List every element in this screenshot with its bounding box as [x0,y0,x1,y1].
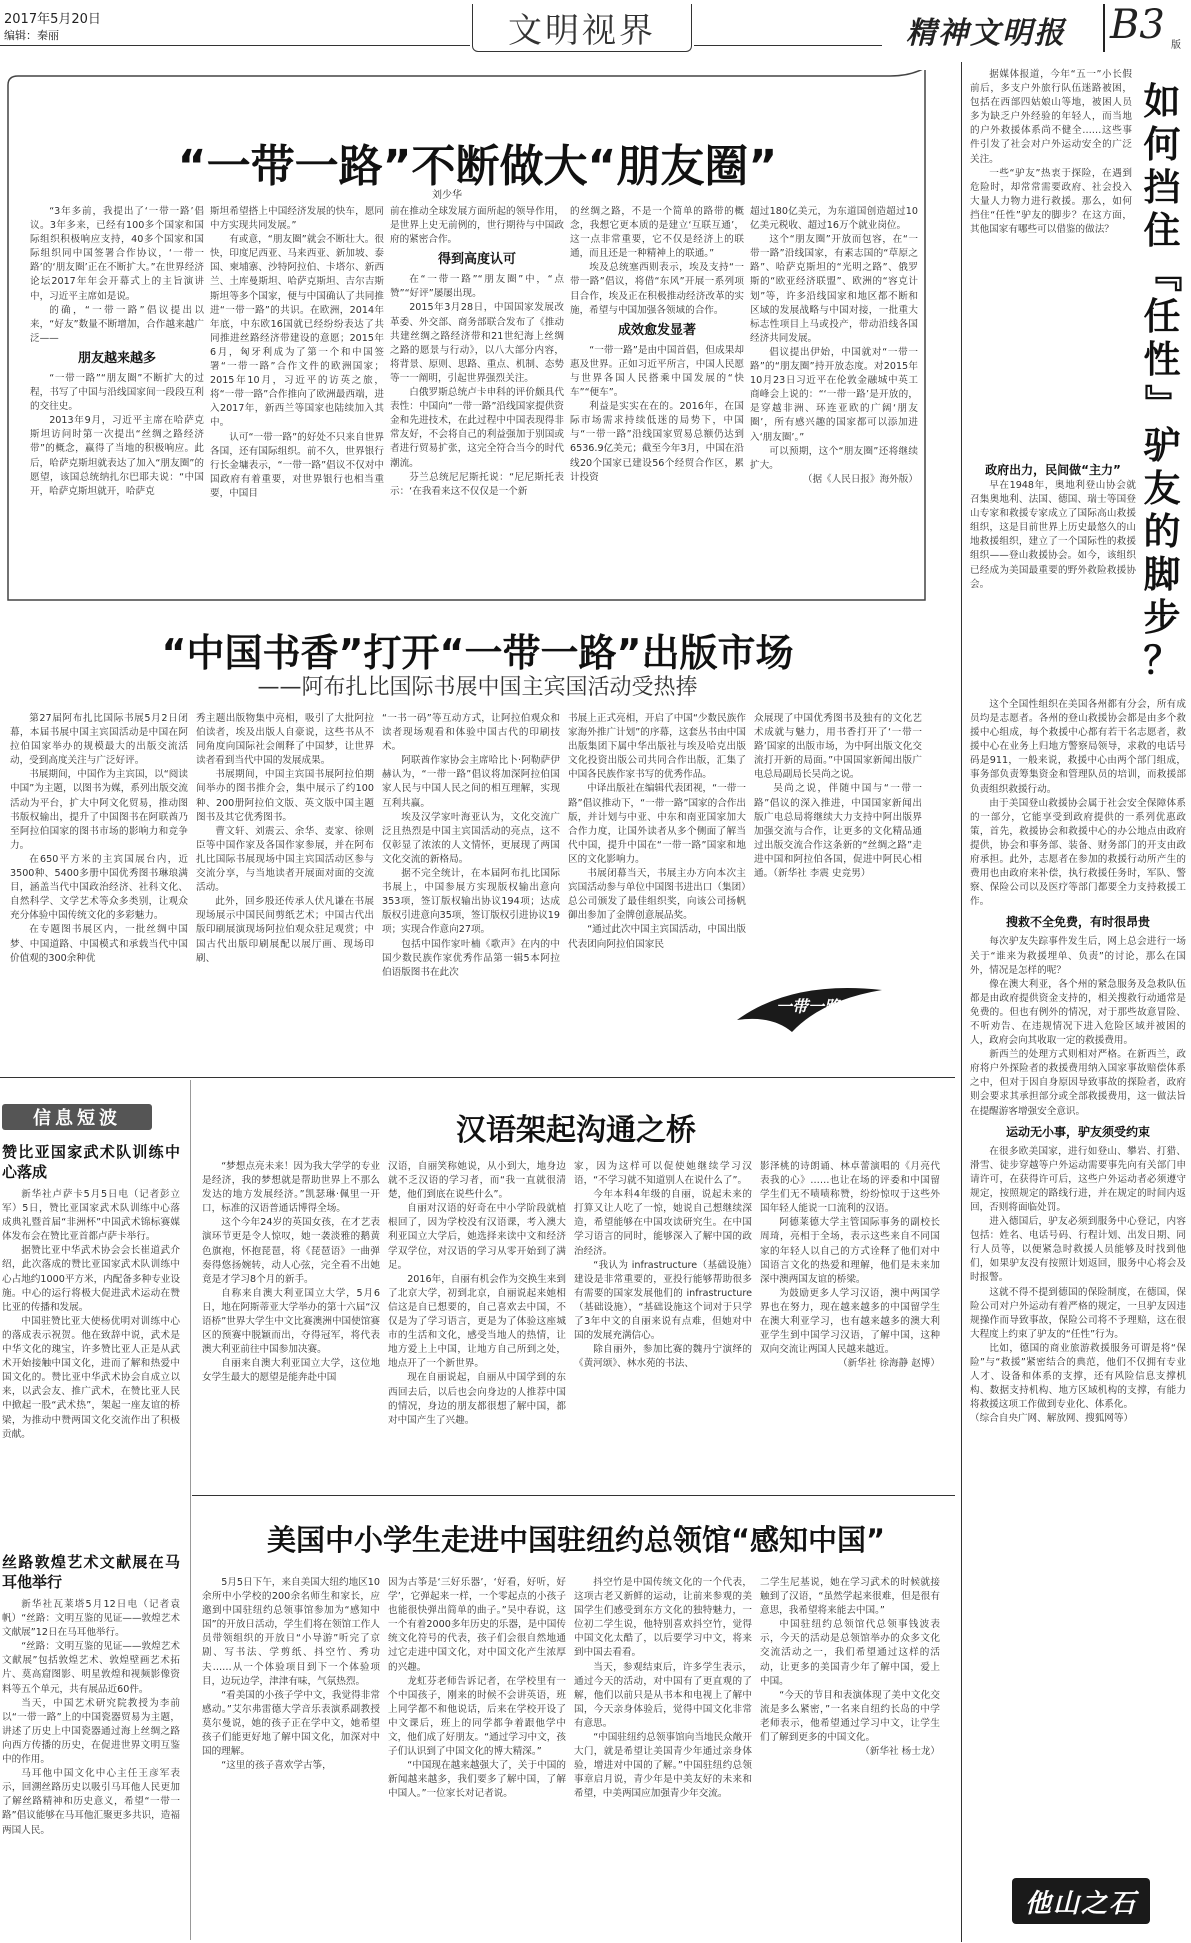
sidebar-title [1136,80,1188,682]
paragraph: 这就不得不提到德国的保险制度，在德国，保险公司对户外运动有着严格的规定，一旦驴友因违规操作而导致事故，保险公司将不予理赔，这在很大程度上约束了驴友的“任性”行为。 [970,1286,1186,1340]
paragraph: 汉语，自丽笑称她说，从小到大，地身边就不乏汉语的学习者，而“我一直就很清楚，他们到底在说些什么”。 [388,1161,566,1201]
title-char: 何 [1143,123,1181,166]
paragraph: “一带一路”“朋友圈”不断扩大的过程，书写了中国与沿线国家间一段段互利的交往史。 [30,372,204,413]
article4-col4 [760,1576,940,1931]
news-brief-item2 [2,1552,180,1942]
article4-col3 [574,1576,752,1931]
paragraph: 为鼓励更多人学习汉语，澳中两国学界也在努力，现在越来越多的中国留学生在澳大利亚学习，也有越来越多的澳大利亚学生到中国学习汉语，了解中国，这种双向交流让两国人民越来越近。 [760,1287,940,1356]
article3-col1 [202,1160,380,1490]
title-char: 脚 [1143,553,1181,596]
subheading: 朋友越来越多 [77,350,156,366]
paragraph: 中国驻纽约总领馆代总领事钱波表示，今天的活动是总领馆举办的众多文化交流活动之一，我们希望通过这样的活动，让更多的美国青少年了解中国，爱上中国。 [760,1619,940,1687]
paragraph: 2013年9月，习近平主席在哈萨克斯坦访问时第一次提出“丝绸之路经济带”的概念，赢得了当地的积极响应。此后，哈萨克斯坦就表达了加入“朋友圈”的愿望，该国总统纳扎尔巴耶夫说：“中国开，哈萨克斯坦就开，哈萨克 [30,415,204,497]
section-banner [472,4,692,52]
paragraph: 抖空竹是中国传统文化的一个代表，这项古老又新鲜的运动，让前来参观的美国学生们感受到东方文化的独特魅力，一位初二学生说，他特别喜欢抖空竹，觉得中国文化太酷了，以后要学习中文，将来到中国去看看。 [574,1577,752,1659]
paragraph: 现在自丽说起，自丽从中国学到的东西回去后，以后也会向身边的人推荐中国的情况，身边的朋友都很想了解中国，都对中国产生了兴趣。 [388,1372,566,1426]
paragraph: 埃及汉学家叶海亚认为，文化交流广泛且热烈是中国主宾国活动的亮点，这不仅彰显了浓浓的人文情怀，更展现了两国文化交流的新格局。 [382,811,560,865]
paragraph: 在很多欧美国家，进行如登山、攀岩、打猎、滑雪、徒步穿越等户外运动需要事先向有关部门申请许可，在获得许可后，这些户外运动者必须遵守规定，按照规定的路线行进，并在规定的时间内返回，否则将面临处罚。 [970,1145,1186,1213]
paragraph: 前在推动全球发展方面所起的领导作用，是世界上史无前例的，世行期待与中国政府的紧密合作。 [390,206,564,246]
title-char: 性 [1143,338,1181,381]
title-char: 驴 [1143,424,1181,467]
paragraph: “中国驻纽约总领事馆向当地民众敞开大门，就是希望让美国青少年通过亲身体验，增进对中国的了解。”中国驻纽约总领事章启月说，青少年是中美友好的未来和希望，中美两国应加强青少年交流。 [574,1732,752,1800]
paragraph: 吴尚之说，伴随中国与“一带一路”倡议的深入推进，中国国家新闻出版广电总局将继续大力支持中阿出版界加强交流与合作，让更多的文化精品通过出版交流合作这条新的“丝绸之路”走进中国和阿拉伯各国，促进中阿民心相通。（新华社 李震 史竞男） [754,783,922,880]
paragraph: 每次驴友失踪事件发生后，网上总会进行一场关于“谁来为救援埋单、负责”的讨论，那么在国外，情况是怎样的呢？ [970,936,1186,976]
title-char: 住 [1143,209,1181,252]
paragraph: “一书一码”等互动方式，让阿拉伯观众和读者现场观看和体验中国古代的印刷技术。 [382,713,560,753]
paragraph: 在“一带一路”“朋友圈”中，“点赞”“好评”屡屡出现。 [390,274,564,300]
article1-col3 [390,205,564,600]
title-char: 挡 [1143,166,1181,209]
paragraph: 自称来自澳大利亚国立大学，5月6日，地在阿斯蒂亚大学举办的第十六届“汉语桥”世界大学生中文比赛澳洲中国使馆赛区的预赛中脱颖而出，夺得冠军，将代表澳大利亚前往中国参加决赛。 [202,1287,380,1356]
article4-title: 美国中小学生走进中国驻纽约总领馆“感知中国” [266,1523,886,1557]
subheading: 政府出力，民间做“主力” [985,463,1121,477]
paragraph: 可以预期，这个“朋友圈”还将继续扩大。 [750,445,918,471]
editor-credit: 编辑：秦丽 [4,29,59,42]
paragraph: “丝路：文明互鉴的见证——敦煌艺术文献展”包括敦煌艺术、敦煌壁画艺术拓片、莫高窟图影、明星敦煌和视频影像资料等五个单元，共有展品近60件。 [2,1641,180,1695]
page-suffix: 版 [1171,40,1181,51]
sidebar-intro [970,68,1132,458]
article2-subtitle: ——阿布扎比国际书展中国主宾国活动受热捧 [257,675,698,700]
paragraph: 当天，参观结束后，许多学生表示，通过今天的活动，对中国有了更直观的了解，他们以前只是从书本和电视上了解中国，今天亲身体验后，觉得中国文化非常有意思。 [574,1661,752,1729]
article3-col3 [574,1160,752,1490]
paragraph: 除自丽外，参加比赛的魏丹宁演绎的《黄河颂》、林水苑的书法、 [574,1344,752,1370]
paragraph: 曹文轩、刘震云、余华、麦家、徐则臣等中国作家及各国作家参展，并在阿布扎比国际书展现场中国主宾国活动区参与交流分享，与当地读者开展面对面的交流活动。 [196,825,374,894]
article4-col2 [388,1576,566,1931]
paragraph: 利益是实实在在的。2016年，在国际市场需求持续低迷的局势下，中国与“一带一路”沿线国家贸易总额仍达到6536.9亿美元；截至今年3月，中国在沿线20个国家已建设56个经贸合作区，累计投资 [570,401,744,483]
sidebar-logo [1012,1878,1150,1924]
paragraph: 倡议提出伊始，中国就对“一带一路”的“朋友圈”持开放态度。对2015年10月23日习近平在伦敦金融城中英工商峰会上说的：“‘一带一路’是开放的，是穿越非洲、环连亚欧的广阔‘朋友圈’，所有感兴趣的国家都可以添加进入‘朋友圈’。” [750,346,918,443]
logo-text: 一带一路 [776,997,841,1016]
section-title: 文明视界 [508,11,656,51]
paragraph: 2015年3月28日，中国国家发展改革委、外交部、商务部联合发布了《推动共建丝绸之路经济带和21世纪海上丝绸之路的愿景与行动》，以八大部分内容，将背景、原则、思路、重点、机制、态势等一一阐明，引起世界强烈关注。 [390,302,564,384]
brief-title: 丝路敦煌艺术文献展在马耳他举行 [2,1553,180,1591]
article2-col3 [382,712,560,992]
paragraph: 当天，中国艺术研究院教授为李前以“一带一路”上的中国瓷器贸易为主题，讲述了历史上中国瓷器通过海上丝绸之路向西方传播的历史，在促进世界文明互鉴中的作用。 [2,1697,180,1766]
article3-title: 汉语架起沟通之桥 [456,1113,696,1148]
article1-title: “一带一路”不断做大“朋友圈” [177,141,778,192]
paper-name: 精神文明报 [906,16,1066,51]
sidebar-body [970,462,1136,692]
paragraph: 早在1948年，奥地利登山协会就召集奥地利、法国、德国、瑞士等国登山专家和救援专家成立了国际高山救援组织，这是目前世界上历史最悠久的山地救援组织，建立了一个国际性的救援组织——登山救援协会。如今，该组织已经成为美国最重要的野外救险救援协会。 [970,480,1136,590]
article-chinese-bridge [196,1085,956,1495]
article2-col1 [10,712,188,992]
paragraph: “梦想点亮未来！因为我大学学的专业是经济，我的梦想就是帮助世界上不那么发达的地方发展经济。”凯瑟琳·佩里一开口，标准的汉语普通话博得全场。 [202,1161,380,1215]
title-char: 『 [1140,255,1184,292]
paragraph: 众展现了中国优秀图书及独有的文化艺术成就与魅力，用书香打开了‘一带一路’国家的出版市场，为中阿出版文化交流打开新的局面。”中国国家新闻出版广电总局副局长吴尚之说。 [754,713,922,781]
subheading: 成效愈发显著 [617,322,696,338]
paragraph: 书展闭幕当天，书展主办方向本次主宾国活动参与单位中国图书进出口（集团）总公司颁发了最佳组织奖，向该公司扬帆御出参加了金牌创意展品奖。 [568,868,746,922]
paragraph: 据媒体报道，今年“五一”小长假前后，多支户外旅行队伍迷路被困，包括在西部四姑娘山等地，被困人员多为缺乏户外经验的年轻人，而当地的户外救援体系尚不健全……这些事件引发了社会对户外运动安全的广泛关注。 [970,69,1132,165]
article1-col1 [30,205,204,600]
sidebar-body-wide [970,698,1186,1868]
paragraph: 像在澳大利亚，各个州的紧急服务及急救队伍都是由政府提供资金支持的，相关搜救行动通常是免费的。但也有例外的情况，对于那些故意冒险、不听劝告、在违规情况下进入危险区域并被困的人，政府会向其收取一定的救援费用。 [970,978,1186,1047]
article-book-fair [0,610,955,978]
paragraph: 有或意，“朋友圈”就会不断壮大。很快，印度尼西亚、马来西亚、新加坡、泰国、柬埔寨、沙特阿拉伯、卡塔尔、新西兰、土库曼斯坦、哈萨克斯坦、吉尔吉斯斯坦等多个国家，便与中国确认了共同推进“一带一路”的共识。在欧洲，2014年年底，中东欧16国就已经纷纷表达了共同推进丝路经济带建设的意愿；2015年6月，匈牙利成为了第一个和中国签署“一带一路”合作文件的欧洲国家；2015年10月，习近平的访英之旅，将“一带一路”合作推向了欧洲最西端，进入2017年，新西兰等国家也陆续加入其中。 [210,234,384,429]
paragraph: 比如，德国的商业旅游救援服务可谓是将“保险”与“救援”紧密结合的典范，他们不仅拥有专业人才、设备和体系的支撑，还有风险信息支撑机构、数据支持机构、地方区域机构的支撑，有能力将救援这项工作做到专业化、体系化。 [970,1342,1186,1411]
paragraph: 这个全国性组织在美国各州都有分会，所有成员均是志愿者。各州的登山救援协会都是由多个救援中心组成，每个救援中心都有若干名志愿者，救援中心在业务上归地方警察局领导，求救的电话号码是911，一般来说，救援中心由两个部门组成，事务部负责筹集资金和管理队员的培训，而救援部负责组织救援行动。 [970,699,1186,795]
title-char: 友 [1143,467,1181,510]
sidebar-logo-text: 他山之石 [1024,1888,1137,1919]
paragraph: “看美国的小孩子学中文，我觉得非常感动。”艾尔弗雷德大学音乐表演系副教授莫尔曼说，她的孩子正在学中文，她希望孩子们能更好地了解中国文化，加深对中国的理解。 [202,1689,380,1758]
paragraph: 超过180亿美元，为东道国创造超过10亿美元税收、超过16万个就业岗位。 [750,206,918,232]
paragraph: 据不完全统计，在本届阿布扎比国际书展上，中国参展方实现版权输出意向353项，签订版权输出协议194项；达成版权引进意向35项，签订版权引进协议19项；实现合作意向27项。 [382,868,560,936]
paragraph: 因为古筝是‘三好乐器’，‘好看，好听，好学’，它弹起来一样，一个零起点的小孩子也能很快弹出简单的曲子。”吴中春说，这一个有着2000多年历史的乐器，是中国传统文化符号的代表，孩子们会很自然地通过它走进中国文化，对中国文化产生浓厚的兴趣。 [388,1577,566,1673]
paragraph: 这个今年24岁的英国女孩，在才艺表演环节更是令人惊叹，她一袭淡雅的鹅黄色旗袍，怀抱琵琶，将《琵琶语》一曲弹奏得悠扬婉转，动人心弦，完全看不出她竟是才学习8个月的新手。 [202,1217,380,1285]
paragraph: “中国现在越来越强大了，关于中国的新闻越来越多，我们要多了解中国，了解中国人。”一位家长对记者说。 [388,1760,566,1800]
article-us-students [196,1498,956,1938]
paragraph: 新西兰的处理方式则相对严格。在新西兰，政府将户外探险者的救援费用纳入国家事故赔偿体系之中，但对于因自身原因导致事故的探险者，政府则会要求其承担部分或全部救援费用，这一做法旨在提醒游客增强安全意识。 [970,1049,1186,1117]
paragraph: 白俄罗斯总统卢卡申科的评价颇具代表性：中国向“一带一路”沿线国家提供资金和先进技术，在此过程中中国表现得非常友好，不会将自己的利益强加于别国或者进行贸易扩张，这完全符合当今的时代潮流。 [390,387,564,469]
paragraph: 第27届阿布扎比国际书展5月2日闭幕，本届书展中国主宾国活动是中国在阿拉伯国家举办的规模最大的出版交流活动，受到高度关注与广泛好评。 [10,713,188,767]
brief-title: 赞比亚国家武术队训练中心落成 [2,1143,180,1181]
source-note: （综合自央广网、解放网、搜狐网等） [970,1413,1134,1425]
paragraph: 书展期间，中国主宾国书展阿拉伯期间举办的图书推介会，集中展示了约100种、200册阿拉伯文版、英文版中国主题图书及其它优秀图书。 [196,769,374,823]
paragraph: 家，因为这样可以促使她继续学习汉语，“不学习就不知道别人在说什么了”。 [574,1161,752,1187]
article1-col4 [570,205,744,600]
paragraph: 书展上正式亮相，开启了中国“少数民族作家海外推广计划”的序幕，这套丛书由中国出版集团下属中华出版社与埃及哈克出版文化投资出版公司共同合作出版，汇集了中国各民族作家书写的优秀作品。 [568,713,746,781]
news-brief-header-text: 信息短波 [33,1108,121,1129]
paragraph: 在专题图书展区内，一批丝绸中国梦、中国道路、中国模式和承载当代中国价值观的300余种优 [10,924,188,964]
news-brief-item1 [2,1142,180,1542]
paragraph: “通过此次中国主宾国活动，中国出版代表团向阿拉伯国家民 [568,924,746,950]
paragraph: 据赞比亚中华武术协会会长崔道武介绍，此次落成的赞比亚国家武术队训练中心占地约1000平方米，内配备多种专业设施。中心的运行将极大促进武术运动在赞比亚的传播和发展。 [2,1245,180,1313]
paragraph: 一些“驴友”热衷于探险，在遇到危险时，却常常需要政府、社会投入大量人力物力进行救援。那么，如何挡住“任性”驴友的脚步？在这方面，其他国家有哪些可以借鉴的做法？ [970,167,1132,236]
news-brief [0,1082,190,1942]
source-note: （新华社 徐海静 赵博） [837,1358,940,1370]
article3-col4 [760,1160,940,1490]
source-note: （新华社 杨士龙） [860,1746,940,1758]
sidebar-overseas [964,62,1191,1942]
article1-col5 [750,205,918,600]
paragraph: 中国驻赞比亚大使杨优明对训练中心的落成表示祝贺。他在致辞中说，武术是中华文化的瑰宝，许多赞比亚人正是从武术开始接触中国文化，进而了解和热爱中国文化的。赞比亚中华武术协会自成立以来，以武会友、推广武术，在赞比亚人民中掀起一股“武术热”，架起一座友谊的桥梁，为推动中赞两国文化交流作出了积极贡献。 [2,1315,180,1440]
paragraph: 自丽来自澳大利亚国立大学，这位地女学生最大的愿望是能奔赴中国 [202,1358,380,1384]
paragraph: 此外，回乡殷还传承人伏凡谦在书展现场展示中国民间剪纸艺术；中国古代出版印刷展演现场阿拉伯观众驻足观赏；中国古代出版印刷展配以展厅画、现场印刷、 [196,896,374,964]
paragraph: 中译出版社在编辑代表团视，“一带一路”倡议推动下，“一带一路”国家的合作出版，并计划与中亚、中东和南亚国家加大合作力度，让国外读者从多个侧面了解当代中国，提升中国在“一带一路”国家和地区的文化影响力。 [568,783,746,865]
paragraph: 2016年，自丽有机会作为交换生来到了北京大学，初到北京，自丽说起来她相信这是自已想要的，自己喜欢去中国，不仅是为了学习语言，更是为了体验这座城市的生活和文化，感受当地人的热情，让地方爱上上中国，让地方自己所到之处，地点开了一个新世界。 [388,1273,566,1370]
article3-col2 [388,1160,566,1490]
title-char: 任 [1143,295,1181,338]
news-brief-header [2,1104,152,1130]
paragraph: 的丝绸之路，不是一个简单的路带的概念，我想它更本质的是建立‘互联互通’，这一点非常重要，它不仅是经济上的联通，而且还是一种精神上的联通。” [570,206,744,260]
article2-col5 [754,712,922,992]
article2-title: “中国书香”打开“一带一路”出版市场 [161,631,794,675]
paragraph: 的确，“一带一路”倡议提出以来，“好友”数量不断增加，合作越来越广泛—— [30,304,204,344]
article4-col1 [202,1576,380,1931]
subheading: 得到高度认可 [437,252,516,268]
paragraph: 5月5日下午，来自美国大纽约地区10余所中小学校的200余名师生和家长，应邀到中国驻纽约总领事馆参加为“感知中国”的开放日活动，学生们将在领馆工作人员带领组织的开放日“小导游”听完了京剧、写书法、学剪纸、抖空竹、秀功夫……从一个体验项目到下一个体验项目，边玩边学，津津有味，气氛热烈。 [202,1577,380,1687]
subheading: 运动无小事，驴友须受约束 [1005,1124,1150,1139]
article-friends-circle [0,70,955,610]
title-char: 』 [1140,384,1184,421]
paragraph: “这里的孩子喜欢学古筝， [221,1760,332,1772]
paragraph: 阿德莱德大学主管国际事务的副校长周琦，亮相于全场，表示这些来自不同国家的年轻人以自己的方式诠释了他们对中国语言文化的热爱和理解，他们是未来加深中澳两国友谊的桥梁。 [760,1217,940,1285]
paragraph: 新华社瓦莱塔5月12日电（记者袁帆）“丝路：文明互鉴的见证——敦煌艺术文献展”12日在马耳他举行。 [2,1599,180,1639]
article2-col2 [196,712,374,992]
title-char: 的 [1143,510,1181,553]
issue-date: 2017年5月20日 [4,12,101,27]
paragraph: 自丽对汉语的好奇在中小学阶段就植根回了，因为学校没有汉语课，考入澳大利亚国立大学后，她选择来读中文和经济学双学位，对汉语的学习从零开始到了满足。 [388,1203,566,1271]
paragraph: 影泽桃的诗朗诵、林卓蕾演唱的《月亮代表我的心》……也让在场的评委和中国留学生们无不啧啧称赞，纷纷惊叹于这些外国年轻人能说一口流利的汉语。 [760,1161,940,1215]
paragraph: 认可“一带一路”的好处不只来自世界各国，还有国际组织。前不久，世界银行行长金墉表示，“一带一路”倡议不仅对中国政府有着重要，对世界银行也相当重要，中国目 [210,431,384,499]
paragraph: “一带一路”是由中国首倡，但成果却惠及世界。正如习近平所言，中国人民愿与世界各国人民搭乘中国发展的“快车”“便车”。 [570,344,744,399]
paragraph: “今天的节目和表演体现了美中文化交流是多么紧密，”一名来自纽约长岛的中学老师表示，他希望通过学习中文，让学生们了解到更多的中国文化。 [760,1689,940,1744]
article1-col2 [210,205,384,600]
paragraph: 马耳他中国文化中心主任王彦军表示，回溯丝路历史以吸引马耳他人民更加了解丝路精神和历史意义，希望“一带一路”倡议能够在马耳他汇聚更多共识，造福两国人民。 [2,1768,180,1836]
masthead [0,0,1191,70]
subheading: 搜救不全免费，有时很昂贵 [1005,915,1150,930]
title-char: 如 [1143,80,1181,123]
paragraph: “我认为 infrastructure（基础设施）建设是非常重要的，亚投行能够帮助很多有需要的国家发展他们的 infrastructure（基础设施），“基础设施这个词对于只学了3年中文的自丽来说有点难，但她对中国的发展充满信心。 [574,1259,752,1342]
title-char: ？ [1143,639,1181,682]
paragraph: 阿联酋作家协会主席哈比卜·阿勒萨伊赫认为，“一带一路”倡议将加深阿拉伯国家人民与中国人民之间的相互理解，实现互利共赢。 [382,755,560,809]
belt-road-logo [732,970,892,1040]
paragraph: 这个“朋友圈”开放而包容，在“一带一路”沿线国家，有素志国的“草原之路”、哈萨克斯坦的“光明之路”、俄罗斯的“欧亚经济联盟”、欧洲的“容克计划”等，许多沿线国家和地区都不断和区域的发展战略与中国对接，一批重大标志性项目上马或投产，带动沿线各国经济共同发展。 [750,234,918,344]
source-note: （据《人民日报》海外版） [802,473,918,485]
paragraph: 芬兰总统尼尼斯托说：“尼尼斯托表示：‘在我看来这不仅仅是一个新 [390,471,564,497]
paragraph: 二学生尼基说，她在学习武术的时候就接触到了汉语，“虽然学起来很难，但是很有意思，我希望将来能去中国。” [760,1577,940,1617]
paragraph: 斯坦希望搭上中国经济发展的快车，愿同中方实现共同发展。” [210,206,384,232]
paragraph: 书展期间，中国作为主宾国，以“阅读中国”为主题，以图书为媒，系列出版交流活动为平台，扩大中阿文化贸易，推动图书版权输出，提升了中国图书在阿联酋乃至阿拉伯国家的图书市场的影响力和竞争力。 [10,769,188,851]
paragraph: “3年多前，我提出了‘一带一路’倡议。3年多来，已经有100多个国家和国际组织积极响应支持，40多个国家和国际组织同中国签署合作协议，‘一带一路’的‘朋友圈’正在不断扩大。”在世界经济论坛2017年年会开幕式上的主旨演讲中，习近平主席如是说。 [30,206,204,302]
paragraph: 在650平方米的主宾国展台内，近3500种、5400多册中国优秀图书琳琅满目，涵盖当代中国政治经济、社科文化、自然科学、文学艺术等众多类别，让观众充分体验中国传统文化的多彩魅力。 [10,853,188,922]
paragraph: 今年本科4年级的自丽，说起未来的打算又让人吃了一惊，她说自己想继续深造，希望能够在中国攻读研究生。在中国学习语言的同时，能够深入了解中国的政治经济。 [574,1189,752,1257]
paragraph: 进入德国后，驴友必须到服务中心登记，内容包括：姓名、电话号码、行程计划、出发日期、同行人员等，以便紧急时救援人员能够及时找到他们，如果驴友没有按照计划返回，服务中心将会及时报警。 [970,1216,1186,1284]
paragraph: 埃及总统塞西则表示，埃及支持“一带一路”倡议，将借“东风”开展一系列项目合作，埃及正在积极推动经济改革的实施，希望与中国加强各领域的合作。 [570,262,744,316]
page-number: B3 [1110,2,1165,48]
article2-col4 [568,712,746,992]
paragraph: 秀主题出版物集中亮相，吸引了大批阿拉伯读者，埃及出版人自豪说，这些书从不同角度向国际社会阐释了中国梦，让世界读者看到当代中国的发展成果。 [196,713,374,767]
title-char: 步 [1143,596,1181,639]
paragraph: 新华社卢萨卡5月5日电（记者彭立军）5日，赞比亚国家武术队训练中心落成典礼暨首届“非洲杯”中国武术锦标赛媒体发布会在赞比亚首都卢萨卡举行。 [2,1189,180,1243]
paragraph: 由于美国登山救援协会属于社会安全保障体系的一部分，它能享受到政府提供的一系列优惠政策，首先，救援协会和救援中心的办公地点由政府提供，协会和事务部、装备、财务部门的开支由政府承担。此外，志愿者在参加的救援行动所产生的费用也由政府来补偿，执行救援任务时，军队、警察、保险公司以及医疗等部门都要全力支持救援工作。 [970,797,1186,908]
article1-author: 刘少华 [432,190,462,201]
paragraph: 龙虹芬老师告诉记者，在学校里有一个中国孩子，刚来的时候不会讲英语，班上同学都不和他说话，后来在学校开设了中文课后，班上的同学都争着跟他学中文，他们成了好朋友。“通过学习中文，孩子们认识到了中国文化的博大精深。” [388,1675,566,1758]
paragraph: 包括中国作家叶楠《歌声》在内的中国少数民族作家优秀作品第一辑5本阿拉伯语版图书在此次 [382,938,560,978]
